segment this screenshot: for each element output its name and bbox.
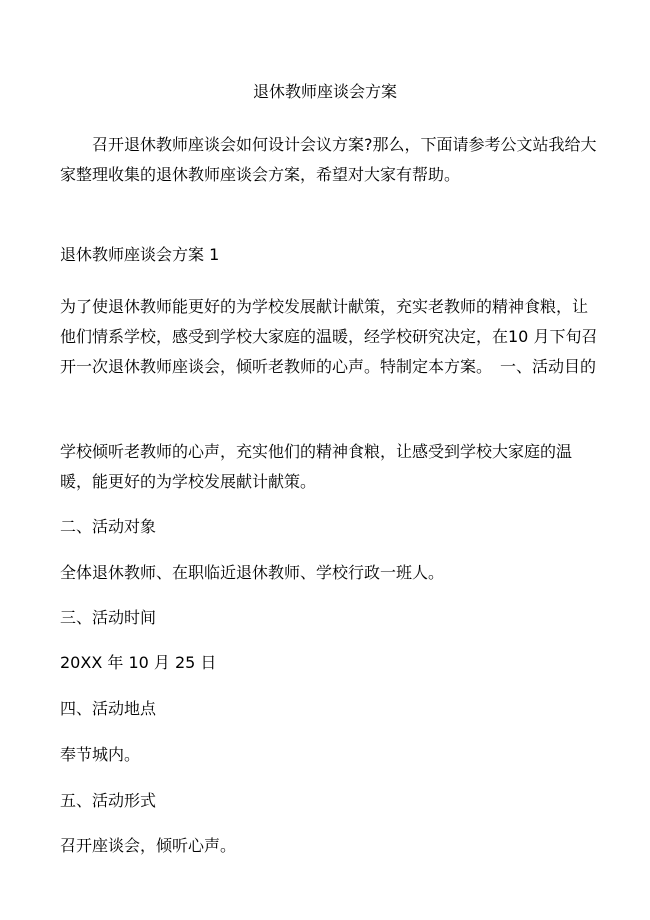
document-title: 退休教师座谈会方案 [252, 82, 397, 101]
text-activity-target: 全体退休教师、在职临近退休教师、学校行政一班人。 [60, 563, 445, 582]
heading-activity-location: 四、活动地点 [60, 699, 157, 718]
intro-paragraph: 召开退休教师座谈会如何设计会议方案?那么，下面请参考公文站我给大家整理收集的退休教师座谈会方案，希望对大家有帮助。 [60, 135, 597, 184]
text-activity-time: 20XX 年 10 月 25 日 [60, 653, 217, 672]
heading-activity-time: 三、活动时间 [60, 608, 157, 627]
purpose-intro-paragraph: 为了使退休教师能更好的为学校发展献计献策，充实老教师的精神食粮，让他们情系学校，感受到学校大家庭的温暖，经学校研究决定，在10 月下旬召开一次退休教师座谈会，倾听老教师的心声。特制定本方案。 一、活动目的 [60, 297, 598, 376]
text-activity-format: 召开座谈会，倾听心声。 [60, 836, 237, 855]
purpose-body-paragraph: 学校倾听老教师的心声，充实他们的精神食粮，让感受到学校大家庭的温暖，能更好的为学校发展献计献策。 [60, 442, 573, 491]
heading-activity-format: 五、活动形式 [60, 791, 157, 810]
text-activity-location: 奉节城内。 [60, 745, 141, 764]
heading-activity-target: 二、活动对象 [60, 517, 157, 536]
section-title: 退休教师座谈会方案 1 [60, 245, 220, 264]
